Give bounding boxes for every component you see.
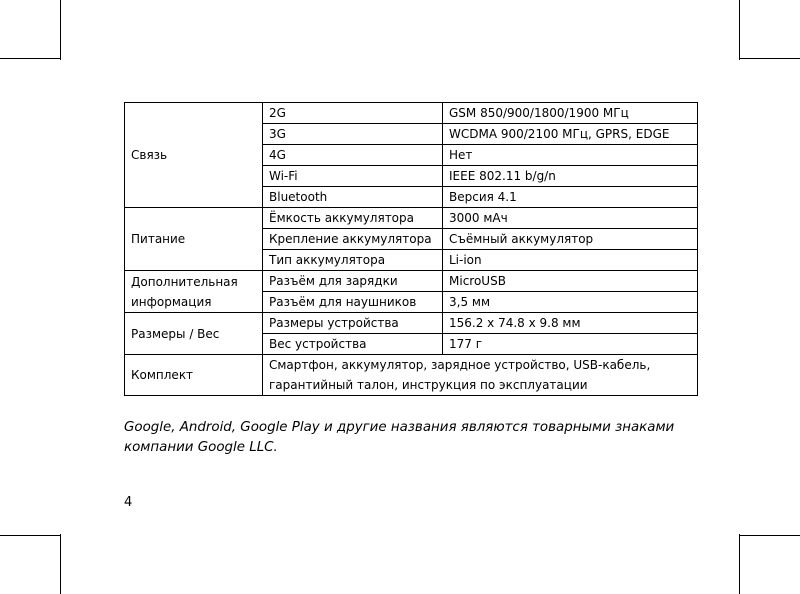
package-contents-cell: Смартфон, аккумулятор, зарядное устройство, USB-кабель, гарантийный талон, инструкция по эксплуатации [263,355,698,396]
category-cell: Питание [125,208,263,271]
value-cell: MicroUSB [443,271,698,292]
trademark-note: Google, Android, Google Play и другие названия являются товарными знаками компании Google LLC. [124,420,675,455]
crop-mark [740,535,800,536]
category-cell: Связь [125,103,263,208]
param-cell: Ёмкость аккумулятора [263,208,443,229]
table-row [125,355,698,396]
crop-mark [739,534,740,594]
category-cell: Дополнительная информация [125,271,263,313]
crop-mark [0,535,60,536]
value-cell: 3000 мАч [443,208,698,229]
value-cell: Версия 4.1 [443,187,698,208]
category-cell: Размеры / Вес [125,313,263,355]
value-cell: GSM 850/900/1800/1900 МГц [443,103,698,124]
page-number: 4 [124,495,133,510]
table-row [125,103,698,124]
value-cell: 156.2 x 74.8 x 9.8 мм [443,313,698,334]
table-row [125,313,698,334]
category-cell: Комплект [125,355,263,396]
param-cell: 3G [263,124,443,145]
table-row [125,208,698,229]
param-cell: Крепление аккумулятора [263,229,443,250]
param-cell: Wi-Fi [263,166,443,187]
value-cell: Съёмный аккумулятор [443,229,698,250]
param-cell: Разъём для зарядки [263,271,443,292]
value-cell: Нет [443,145,698,166]
spec-table [124,102,698,396]
value-cell: IEEE 802.11 b/g/n [443,166,698,187]
crop-mark [60,534,61,594]
param-cell: Вес устройства [263,334,443,355]
crop-mark [740,58,800,59]
param-cell: 2G [263,103,443,124]
table-row [125,271,698,292]
crop-mark [60,0,61,60]
param-cell: Размеры устройства [263,313,443,334]
param-cell: Bluetooth [263,187,443,208]
crop-mark [0,58,60,59]
param-cell: Тип аккумулятора [263,250,443,271]
crop-mark [739,0,740,60]
value-cell: 3,5 мм [443,292,698,313]
param-cell: 4G [263,145,443,166]
value-cell: Li-ion [443,250,698,271]
param-cell: Разъём для наушников [263,292,443,313]
value-cell: 177 г [443,334,698,355]
value-cell: WCDMA 900/2100 МГц, GPRS, EDGE [443,124,698,145]
